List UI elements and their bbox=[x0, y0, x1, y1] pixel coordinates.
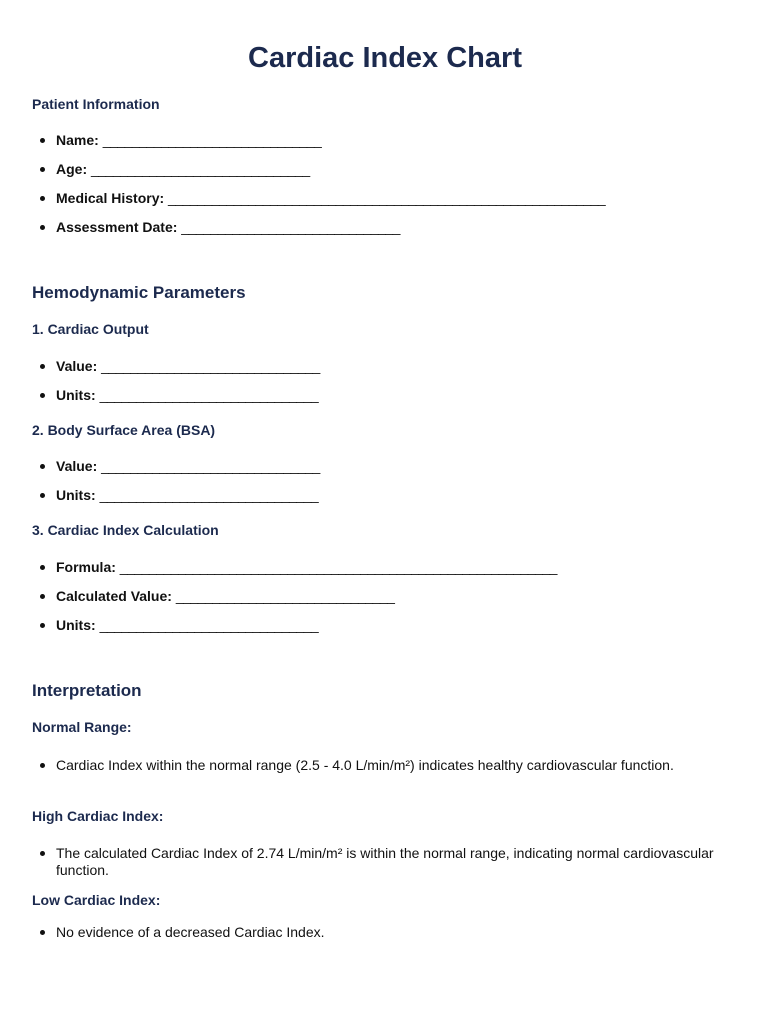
field-blank: ______________________________ bbox=[102, 132, 322, 148]
patient-info-list bbox=[32, 132, 605, 248]
normal-range-text: Cardiac Index within the normal range (2.5 - 4.0 L/min/m²) indicates healthy cardiovascular function. bbox=[32, 757, 716, 774]
field-label: Units: bbox=[56, 387, 96, 403]
field-label: Assessment Date: bbox=[56, 219, 178, 235]
ci-units-field bbox=[32, 617, 557, 646]
field-blank: ______________________________ bbox=[101, 458, 320, 474]
cardiac-output-heading: 1. Cardiac Output bbox=[32, 321, 149, 337]
field-label: Age: bbox=[56, 161, 88, 177]
field-label: Name: bbox=[56, 132, 99, 148]
medical-history-field bbox=[32, 190, 605, 219]
high-ci-list bbox=[32, 845, 716, 879]
formula-field bbox=[32, 559, 557, 588]
normal-range-heading: Normal Range: bbox=[32, 719, 132, 735]
field-label: Formula: bbox=[56, 559, 116, 575]
low-ci-text: No evidence of a decreased Cardiac Index. bbox=[32, 924, 716, 941]
ci-calculation-heading: 3. Cardiac Index Calculation bbox=[32, 522, 219, 538]
field-label: Calculated Value: bbox=[56, 588, 172, 604]
bsa-units-field bbox=[32, 487, 320, 516]
field-blank: ______________________________ bbox=[181, 219, 400, 235]
ci-calculation-list bbox=[32, 559, 557, 646]
interpretation-heading: Interpretation bbox=[32, 681, 142, 700]
age-field bbox=[32, 161, 605, 190]
field-label: Value: bbox=[56, 458, 98, 474]
page-title: Cardiac Index Chart bbox=[248, 42, 522, 74]
field-label: Units: bbox=[56, 617, 96, 633]
cardiac-output-list bbox=[32, 358, 320, 416]
field-blank: ______________________________ bbox=[99, 387, 319, 403]
field-label: Medical History: bbox=[56, 190, 165, 206]
field-blank: ______________________________ bbox=[99, 487, 319, 503]
field-blank: ____________________________________________________________ bbox=[168, 190, 606, 206]
name-field bbox=[32, 132, 605, 161]
normal-range-list bbox=[32, 757, 716, 774]
field-blank: ______________________________ bbox=[175, 588, 395, 604]
field-blank: ______________________________ bbox=[101, 358, 320, 374]
bsa-value-field bbox=[32, 458, 320, 487]
field-blank: ______________________________ bbox=[99, 617, 319, 633]
high-ci-heading: High Cardiac Index: bbox=[32, 808, 164, 824]
hemodynamic-heading: Hemodynamic Parameters bbox=[32, 283, 246, 302]
bsa-heading: 2. Body Surface Area (BSA) bbox=[32, 422, 216, 438]
low-ci-list bbox=[32, 924, 716, 941]
co-units-field bbox=[32, 387, 320, 416]
patient-info-heading: Patient Information bbox=[32, 96, 160, 112]
low-ci-heading: Low Cardiac Index: bbox=[32, 892, 161, 908]
co-value-field bbox=[32, 358, 320, 387]
assessment-date-field bbox=[32, 219, 605, 248]
field-label: Value: bbox=[56, 358, 98, 374]
field-blank: ____________________________________________________________ bbox=[119, 559, 557, 575]
high-ci-text: The calculated Cardiac Index of 2.74 L/min/m² is within the normal range, indicating normal cardiovascular function. bbox=[32, 845, 716, 879]
bsa-list bbox=[32, 458, 320, 516]
calculated-value-field bbox=[32, 588, 557, 617]
field-blank: ______________________________ bbox=[91, 161, 310, 177]
field-label: Units: bbox=[56, 487, 96, 503]
